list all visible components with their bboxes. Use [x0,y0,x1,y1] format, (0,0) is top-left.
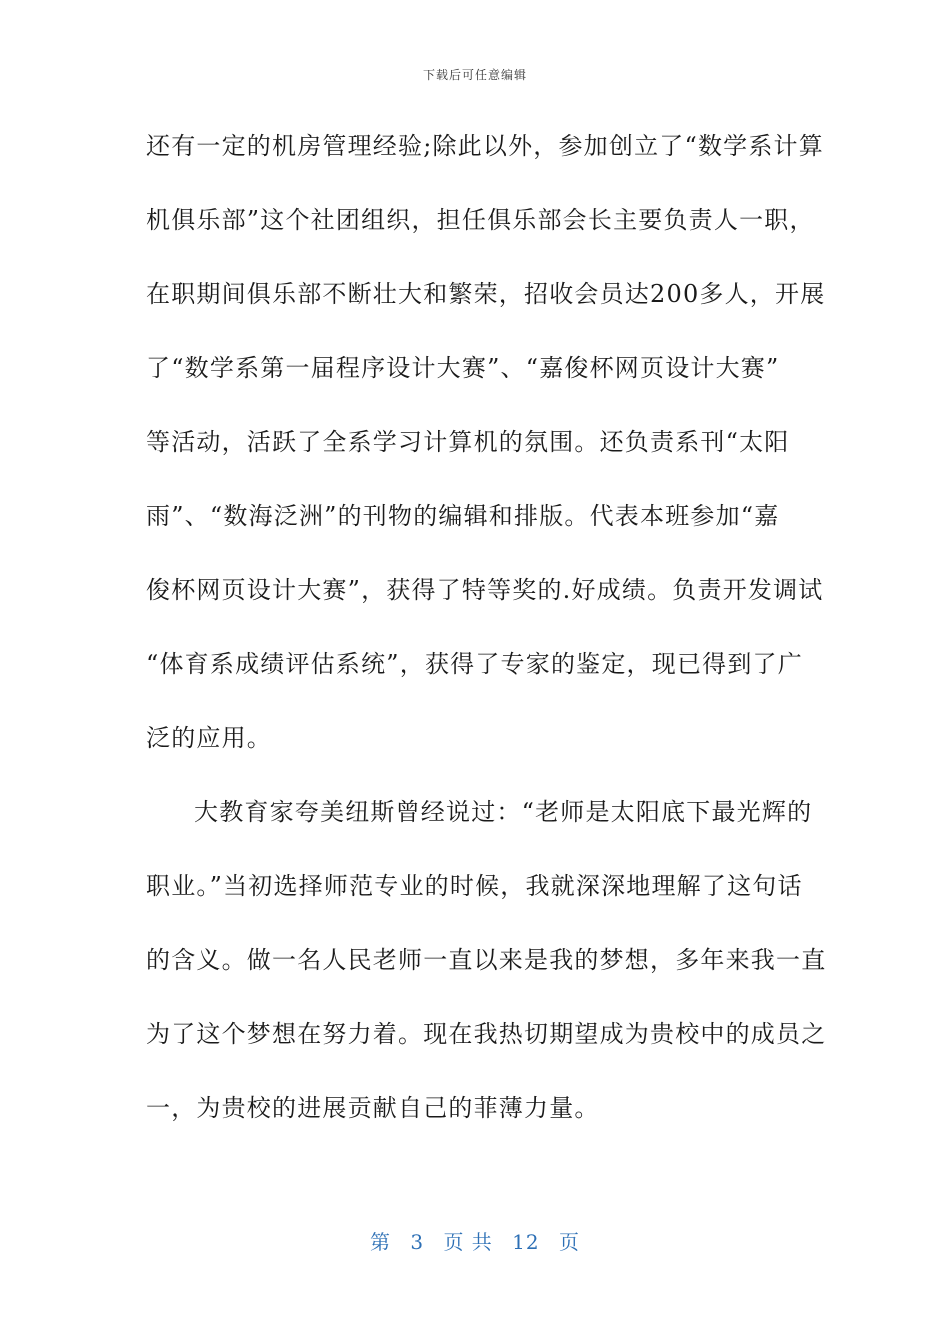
page-number-footer [0,1226,950,1255]
current-page-number: 3 [410,1230,425,1254]
total-page-count: 12 [512,1230,540,1254]
footer-suffix: 页 [558,1230,580,1254]
body-line: 俊杯网页设计大赛”，获得了特等奖的.好成绩。负责开发调试 [146,576,824,604]
body-line: 泛的应用。 [146,724,272,752]
document-body [146,124,827,1160]
body-line: 等活动，活跃了全系学习计算机的氛围。还负责系刊“太阳 [146,428,790,456]
body-line: 了“数学系第一届程序设计大赛”、“嘉俊杯网页设计大赛” [146,354,780,382]
body-line: 雨”、“数海泛洲”的刊物的编辑和排版。代表本班参加“嘉 [146,502,780,530]
body-line: 的含义。做一名人民老师一直以来是我的梦想，多年来我一直 [146,946,827,974]
body-line: 职业。”当初选择师范专业的时候，我就深深地理解了这句话 [146,872,803,900]
page-header: 下载后可任意编辑 [422,68,527,82]
body-line: 在职期间俱乐部不断壮大和繁荣，招收会员达200多人，开展 [146,280,826,308]
body-line: 机俱乐部”这个社团组织，担任俱乐部会长主要负责人一职， [146,206,815,234]
body-line: “体育系成绩评估系统”，获得了专家的鉴定，现已得到了广 [146,650,803,678]
footer-prefix: 第 [370,1230,391,1254]
body-line: 还有一定的机房管理经验;除此以外，参加创立了“数学系计算 [146,132,824,160]
paragraph-start-line: 大教育家夸美纽斯曾经说过：“老师是太阳底下最光辉的 [194,798,813,826]
body-line: 一，为贵校的进展贡献自己的菲薄力量。 [146,1094,600,1122]
body-line: 为了这个梦想在努力着。现在我热切期望成为贵校中的成员之 [146,1020,827,1048]
footer-middle: 页 共 [443,1230,493,1254]
